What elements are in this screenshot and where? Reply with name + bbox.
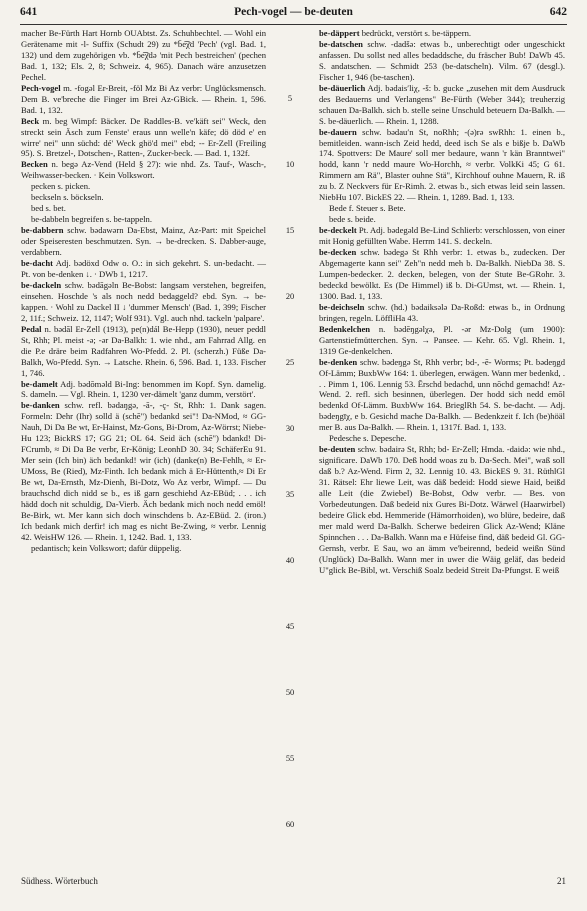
entry-headword: be-denken (319, 356, 358, 367)
entry-headword: be-decken (319, 247, 357, 258)
entry-text: Bede f. Steuer s. Bete. (329, 203, 406, 214)
dictionary-entry (319, 83, 565, 127)
dictionary-entry (319, 39, 565, 83)
entry-text: schw. bədāgəln Be-Bobst: langsam verstehen, begreifen, einsehen. Hoschde 's als noch nedd bedaggeld? ebd. Syn. → be-kappen. · Wohl zu Dackel II ↓ 'dummer Mensch' (Bad. 1, 399; Fischer 2, 11f.; Schweiz. 12, 1147; Wolf 931). Vgl. auch nhd. tackeln 'palpare'. (21, 279, 266, 323)
dictionary-entry (319, 225, 565, 247)
dictionary-entry (21, 83, 266, 116)
entry-text: Adj. bədaisʹliχ, -š: b. gucke „zusehen mit dem Ausdruck des Bedauerns und Verlangens" Be-Fürth (Weber 344); treuherzig schauen Da-Balkh. sich b. stelle seine Unschuld beteuern Da-Balkh. — S. be-däuerlich. — Rhein. 1, 1288. (319, 82, 565, 126)
dictionary-entry (21, 280, 266, 324)
dictionary-entry (319, 28, 565, 39)
dictionary-entry (319, 357, 565, 434)
footer-signature: 21 (557, 876, 566, 886)
entry-text: schw. -dadšə: etwas b., unberechtigt oder ungeschickt anfassen. Du sollst ned alles bedaddsche, du fräscher Bub! DaWb 45. S. andatschen. — Schmidt 253 (be-datscheln). Vilm. 67 (desgl.). Fischer 1, 946 (be-taschen). (319, 38, 565, 82)
running-header (20, 6, 567, 24)
dictionary-entry (319, 127, 565, 204)
entry-headword: be-dabbern (21, 225, 64, 236)
entry-text: schw. refl. bədaŋgə, -ā-, -ç- St, Rhh: 1. Dank sagen. Formeln: Dehr (Ihr) solld ä (schē") bedankd sei"! Da-NMod, ≈ GG-Nauh, Di Da Be wt, Er-Hainst, Mz-Gons, Bi-Drom, Az-Wörrst; Niebe-Hu 123; BickRS 17; GG 21; OL 64. Seid äch (schē") bdankd! Di-FCrumb, ≈ Di Da Be verbr, Er-König; LeonhD 30. 34; SchäferEu 91. Mer sein (Ich bin) äch bedankd! wir (ich) (danke(n) Be-Fehlh, ≈ Er-UMoss, Be (Ried), Mz-Finth. Ich bedank mich ä Er-Hüttenth,≈ Di Er Be wt, Da-Ernsth, Mz-Dienh, Bi-Dotz, Wo Az verbr, Wimpf. — Du brauchschd dich nidd se b., es iß garn geschiehd Az-EBüd; . . . ich hädd doch nit schuldig, Da-Vierb. Äch bedank mich noch nedd emöl! Be-Birk, wt. Mer kann sich doch winschdens b. Az-EBüd. 2. (iron.) Ich bedank mich derfir! ich mag es nicht Be-Zwing, ≈ verbr. Lennig 42. WeisHW 126. — Rhein. 1, 1242. Bad. 1, 133. (21, 400, 266, 542)
entry-headword: be-däuerlich (319, 82, 366, 93)
entry-text: be-dabbeln begreifen s. be-tappeln. (31, 214, 152, 225)
header-rule (20, 24, 567, 25)
entry-text: bede s. beide. (329, 214, 376, 225)
line-number: 40 (285, 556, 295, 565)
line-number: 15 (285, 226, 295, 235)
entry-text: Pt. Adj. bədegəld Be-Lind Schlierb: verschlossen, von einer mit Honig gefüllten Wabe. Herrm 141. S. deckeln. (319, 225, 565, 247)
entry-text: beckseln s. böckseln. (31, 192, 104, 203)
line-number: 60 (285, 820, 295, 829)
page-title: Pech-vogel — be-deuten (234, 6, 353, 18)
line-number: 25 (285, 358, 295, 367)
footer-publication: Südhess. Wörterbuch (21, 876, 98, 886)
dictionary-entry (21, 400, 266, 542)
entry-headword: Pech-vogel (21, 82, 61, 93)
dictionary-entry (21, 181, 266, 192)
line-number: 30 (285, 424, 295, 433)
entry-headword: be-däppert (319, 28, 360, 38)
dictionary-entry (21, 225, 266, 258)
entry-headword: be-deichseln (319, 301, 365, 312)
entry-text: n. begə Az-Vend (Held § 27): wie nhd. Zs. Tauf-, Wasch-, Weihwasser-becken. · Kein Volkswort. (21, 159, 266, 181)
line-number: 35 (285, 490, 295, 499)
page-footer (21, 876, 566, 886)
entry-text: schw. bədegə St Rhh verbr: 1. etwas b., zudecken. Der Abgemagerte kann sei" Zeh"n nedd meh b. Da-Balkh. NiebDa 38. S. Lumpen-bedecker. 2. decken, belegen, von der Stute Be-GRohr. 3. bedeckd bewölkt. Es (De Himmel) iß b. Di-GUmst, wt. — Rhein. 1, 1300. Bad. 1, 133. (319, 247, 565, 301)
entry-text: n. bədēŋgəlχə, Pl. -ər Mz-Dolg (um 1900): Gartenstiefmütterchen. Syn. → Pansee. — Kehr. 65. Vgl. Rhein. 1, 1319 Ge-denkelchen. (319, 323, 565, 356)
line-number: 50 (285, 688, 295, 697)
dictionary-entry (21, 203, 266, 214)
dictionary-entry (319, 302, 565, 324)
line-number: 10 (285, 160, 295, 169)
entry-text: schw. bədeŋgə St, Rhh verbr; bd-, -ē- Worms; Pt. bədeŋgd Of-Lämm; BuxbWw 164: 1. überlegen, erwägen. Wann mer bedenkd, . . . Pimm 1, 106. Lennig 53. Ērschd bedachd, unn nōchd gemachd! Az-Wend. 2. refl. sich besinnen, überlegen. Der hodd sich nedd emōl bedenkd Of-Lämm. BuxbWw 164. BrieglRh 54. S. be-dacht. — Adj. bədeŋgīχ, e b. Gesichd mache Da-Balkh. — Bedenkzeit f. Ich (be)höäl mer B. aus Da-Balkh. — Rhein. 1, 1317f. Bad. 1, 133. (319, 356, 565, 433)
dictionary-entry (319, 203, 565, 214)
entry-headword: Pedal (21, 323, 42, 334)
line-number: 20 (285, 292, 295, 301)
entry-headword: Beck (21, 115, 40, 126)
entry-text: m. beg Wimpf: Bäcker. De Raddles-B. ve'käft sei" Weck, den streckt sein Äsch zum Fenste' eraus unn welle'n käfe; dö död e' en wirre' nei" unn süchd: dé' Weck ghö'd mei" ebd; -- Er-Zell (Freiling 95). S. Bretzel-, Dotschen-, Ratten-, Zucker-beck. — Bad. 1, 132f. (21, 115, 266, 159)
dictionary-entry (319, 444, 565, 575)
entry-headword: be-dackeln (21, 279, 62, 290)
line-number-gutter (270, 28, 310, 858)
dictionary-entry (21, 258, 266, 280)
dictionary-entry (21, 543, 266, 554)
entry-text: bedrückt, verstört s. be-täppern. (361, 28, 472, 38)
entry-text: m. -fogəl Er-Breit, -föl Mz Bi Az verbr: Unglücksmensch. Dem B. ve'breche die Finger im Brei Az-GBick. — Rhein. 1, 596. Bad. 1, 132. (21, 82, 266, 115)
dictionary-entry (21, 159, 266, 181)
entry-text: bed s. bet. (31, 203, 66, 214)
entry-headword: be-dacht (21, 258, 53, 269)
entry-text: pedantisch; kein Volkswort; dafür düppelig. (31, 542, 182, 553)
dictionary-entry (21, 324, 266, 379)
entry-text: n. bədāl Er-Zell (1913), pe(n)dál Be-Hepp (1930), neuer peddl St, Rhh; Pl. meist -ə; -ər Da-Balkh: 1. wie nhd., am Fahrrad Allg. en die P.e dräre beim Radfahren Wo-Pfedd. 2. Pl. (scherzh.) Füße Da-Balkh, Wo-Pfedd. Syn. → Latsche. Rhein. 6, 596. Bad. 1, 133. Fischer 1, 746. (21, 323, 266, 378)
entry-text: schw. bədawərn Da-Ebst, Mainz, Az-Part: mit Speichel oder Speiseresten beschmutzen. Syn. → be-drecken. S. Dabber-auge, verdabbern. (21, 225, 266, 258)
entry-text: schw. bədairə St, Rhh; bd- Er-Zell; Hmda. -daidə: wie nhd., significare. DaWb 170. Deß hodd woas zu b. Da-Sech. Mei", waß soll daß b.? Az-Wend. Firm 2, 32. Lennig 10. 43. BickES 9. 31. RüthlGl 31. Rätsel: Ehr liewe Leit, was däß bedeid: Hodd siewe Haid, beißd alle Leit (die Zwiebel) Be-Bobst, Odw verbr. — Bes. von Vorbedeutungen. Daß bedeid nix Gures Bi-Dotz. Wärwel (Haarwirbel) bedeire Glick ebd. Hemmeride (Hämorrhoiden), wo blüre, bedeire, daß mer mald werd Da-Balkh. Scherwe bedeiren Glick Az-Wend; Kläne Spinnchen . . . Da-Balkh. Wann ma e Hüfeise find, däß bedeid Gl. GG-Gernsh, verbr. E Sau, wo an ämm ve'beirennd, bedeid weißn Sünd (Unglück) Da-Balkh. Wann mer in uwer die Wäig geläf, das bedeid U"glick Be-Bibl, wt. Verschiß Soalz bedeid Streit Da-Pfungst. E weiß (319, 444, 565, 575)
line-number: 45 (285, 622, 295, 631)
dictionary-entry (21, 116, 266, 160)
line-number: 5 (287, 94, 293, 103)
entry-headword: be-damelt (21, 378, 58, 389)
entry-headword: be-datschen (319, 38, 363, 49)
entry-text: pecken s. picken. (31, 181, 91, 192)
dictionary-entry (21, 28, 266, 83)
dictionary-entry (319, 433, 565, 444)
entry-text: schw. bədauʹn St, noRhh; -(ə)rə swRhh: 1. einen b., bemitleiden. wann-isch Zeid hedd, deed isch Se als e bißje b. DaWb 174. Spottvers: De Maure' soll mer bedaure, wann 'r kän Branntwei" hodd, kann 'r nedd maure Wo-Horchh, ≈ verbr. VolkKi 45; G 61. Rimmern am Rä", Blaster ouhne Stä", Kirchhouf ouhne Mauern, R. iß zu b. Z Neckvers für Er-Rimh. 2. etwas b., sich etwas leid sein lassen. NiebHu 107. BickES 22. — Rhein. 1, 1289. Bad. 1, 133. (319, 126, 565, 203)
entry-headword: Becken (21, 159, 48, 170)
page-number-right: 642 (549, 6, 567, 18)
dictionary-entry (319, 324, 565, 357)
entry-text: Adj. bədōməld Bi-Ing: benommen im Kopf. Syn. damelig. S. dameln. — Vgl. Rhein. 1, 1230 ver-dämelt 'ganz dumm, verstört'. (21, 378, 266, 400)
dictionary-entry (21, 214, 266, 225)
line-number: 55 (285, 754, 295, 763)
dictionary-entry (21, 379, 266, 401)
dictionary-entry (319, 247, 565, 302)
entry-headword: be-deuten (319, 444, 356, 455)
entry-headword: be-dauern (319, 126, 357, 137)
dictionary-entry (319, 214, 565, 225)
entry-text: schw. (hd.) bədaiksələ Da-Roßd: etwas b., in Ordnung bringen, regeln. LöffliHa 43. (319, 301, 565, 323)
entry-text: Pedesche s. Depesche. (329, 433, 407, 444)
page-number-left: 641 (20, 6, 38, 18)
dictionary-entry (21, 192, 266, 203)
entry-headword: be-danken (21, 400, 60, 411)
entry-text: Adj. bədöxd Odw o. O.: in sich gekehrt. S. un-bedacht. — Pt. von be-denken ↓. · DWb 1, 1217. (21, 258, 266, 279)
entry-headword: Bedenkelchen (319, 323, 371, 334)
entry-text: macher Be-Fürth Hart Hornb OUAbtst. Zs. Schuhbechtel. — Wohl ein Gerätename mit -l- Suffix (Schudt 29) zu *b̄e͡χ̄d 'Pech' (vgl. Bad. 1, 132) und dem zugehörigen vb. *b̄e͡χ̄də 'mit Pech bestreichen' (pechen Bad. 1, 132; Els. 2, 8; Schweiz. 4, 965). Danach wäre anzusetzen Pechel. (21, 28, 266, 82)
right-column (319, 28, 565, 576)
left-column (21, 28, 266, 554)
entry-headword: be-deckelt (319, 225, 357, 236)
